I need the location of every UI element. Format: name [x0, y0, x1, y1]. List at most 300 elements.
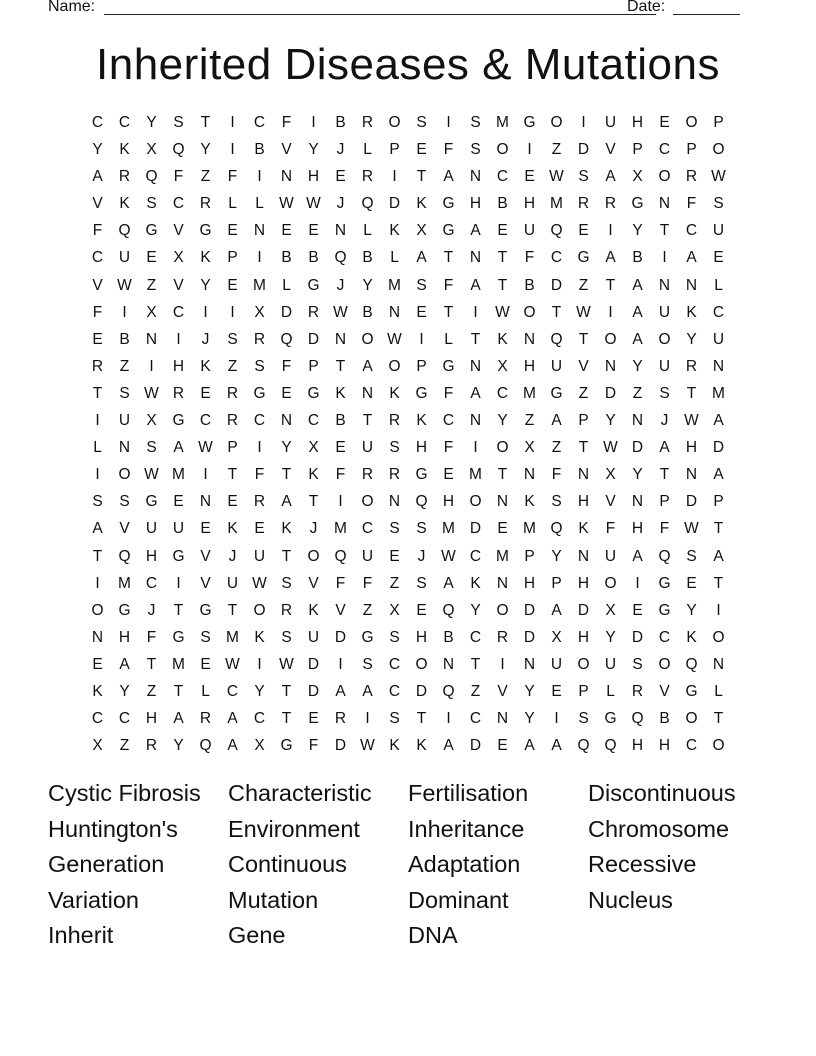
grid-letter[interactable]: W	[711, 168, 726, 186]
grid-letter[interactable]: O	[550, 114, 563, 131]
grid-letter[interactable]: F	[362, 574, 373, 592]
grid-letter[interactable]: F	[254, 466, 265, 484]
grid-letter[interactable]: P	[389, 141, 400, 159]
grid-letter[interactable]: K	[416, 412, 427, 430]
grid-letter[interactable]: Y	[281, 439, 292, 457]
grid-letter[interactable]: N	[631, 412, 644, 430]
grid-letter[interactable]: I	[257, 168, 262, 186]
grid-letter[interactable]: Y	[605, 412, 616, 430]
grid-letter[interactable]: X	[146, 412, 157, 430]
grid-letter[interactable]: R	[253, 330, 266, 348]
grid-letter[interactable]: Z	[119, 357, 130, 375]
grid-letter[interactable]: A	[713, 412, 724, 430]
grid-letter[interactable]: F	[173, 168, 184, 186]
grid-letter[interactable]: S	[416, 276, 427, 294]
grid-letter[interactable]: F	[308, 737, 319, 755]
grid-letter[interactable]: N	[469, 412, 482, 430]
grid-letter[interactable]: F	[605, 520, 616, 538]
grid-letter[interactable]: C	[91, 249, 104, 267]
grid-letter[interactable]: A	[173, 439, 184, 457]
grid-letter[interactable]: I	[257, 439, 262, 457]
grid-letter[interactable]: N	[496, 574, 509, 592]
grid-letter[interactable]: C	[172, 195, 185, 213]
grid-letter[interactable]: G	[658, 601, 671, 619]
grid-letter[interactable]: M	[550, 195, 563, 213]
grid-letter[interactable]: Q	[658, 547, 671, 565]
grid-letter[interactable]: R	[226, 412, 239, 430]
grid-letter[interactable]: G	[523, 114, 536, 131]
grid-letter[interactable]: Q	[577, 737, 590, 755]
grid-letter[interactable]: O	[577, 655, 590, 673]
grid-letter[interactable]: W	[252, 574, 267, 592]
grid-letter[interactable]: G	[199, 601, 212, 619]
grid-letter[interactable]: E	[416, 303, 427, 321]
grid-letter[interactable]: M	[469, 466, 482, 484]
grid-letter[interactable]: Y	[146, 114, 157, 131]
grid-letter[interactable]: U	[604, 655, 617, 673]
grid-letter[interactable]: M	[172, 655, 185, 673]
grid-letter[interactable]: I	[527, 141, 532, 159]
grid-letter[interactable]: C	[658, 628, 671, 646]
grid-letter[interactable]: N	[604, 357, 617, 375]
grid-letter[interactable]: A	[605, 249, 616, 267]
grid-letter[interactable]: T	[713, 574, 724, 592]
grid-letter[interactable]: L	[606, 682, 615, 700]
grid-letter[interactable]: T	[713, 520, 724, 538]
grid-letter[interactable]: Q	[550, 222, 563, 240]
grid-letter[interactable]: F	[281, 357, 292, 375]
grid-letter[interactable]: A	[551, 412, 562, 430]
grid-letter[interactable]: V	[173, 276, 184, 294]
grid-letter[interactable]: Y	[362, 276, 373, 294]
grid-letter[interactable]: W	[603, 439, 618, 457]
grid-letter[interactable]: A	[470, 276, 481, 294]
grid-letter[interactable]: F	[281, 114, 292, 131]
grid-letter[interactable]: A	[659, 439, 670, 457]
grid-letter[interactable]: S	[713, 195, 724, 213]
grid-letter[interactable]: E	[92, 330, 103, 348]
grid-letter[interactable]: O	[712, 628, 725, 646]
grid-letter[interactable]: T	[416, 168, 427, 186]
grid-letter[interactable]: G	[280, 737, 293, 755]
grid-letter[interactable]: Y	[119, 682, 130, 700]
grid-letter[interactable]: O	[415, 655, 428, 673]
grid-letter[interactable]: E	[335, 168, 346, 186]
grid-letter[interactable]: V	[335, 601, 346, 619]
grid-letter[interactable]: R	[496, 628, 509, 646]
grid-letter[interactable]: N	[388, 493, 401, 511]
grid-letter[interactable]: E	[308, 222, 319, 240]
grid-letter[interactable]: C	[712, 303, 725, 321]
grid-letter[interactable]: R	[199, 710, 212, 728]
grid-letter[interactable]: H	[172, 357, 185, 375]
grid-letter[interactable]: U	[523, 222, 536, 240]
grid-letter[interactable]: O	[712, 141, 725, 159]
grid-letter[interactable]: I	[230, 141, 235, 159]
grid-letter[interactable]: S	[659, 384, 670, 402]
grid-letter[interactable]: S	[389, 439, 400, 457]
grid-letter[interactable]: Y	[632, 222, 643, 240]
grid-letter[interactable]: L	[714, 276, 723, 294]
grid-letter[interactable]: T	[659, 466, 670, 484]
grid-letter[interactable]: I	[608, 222, 613, 240]
grid-letter[interactable]: E	[227, 276, 238, 294]
grid-letter[interactable]: K	[497, 330, 508, 348]
grid-letter[interactable]: D	[469, 737, 482, 755]
grid-letter[interactable]: I	[662, 249, 667, 267]
grid-letter[interactable]: O	[658, 655, 671, 673]
grid-letter[interactable]: N	[334, 330, 347, 348]
grid-letter[interactable]: W	[576, 303, 591, 321]
grid-letter[interactable]: T	[92, 547, 103, 565]
grid-letter[interactable]: U	[226, 574, 239, 592]
grid-letter[interactable]: M	[496, 547, 509, 565]
grid-letter[interactable]: I	[95, 574, 100, 592]
grid-letter[interactable]: B	[497, 195, 508, 213]
grid-letter[interactable]: Y	[497, 412, 508, 430]
grid-letter[interactable]: C	[658, 141, 671, 159]
grid-letter[interactable]: I	[230, 114, 235, 131]
grid-letter[interactable]: Q	[145, 168, 158, 186]
grid-letter[interactable]: I	[257, 249, 262, 267]
grid-letter[interactable]: N	[145, 330, 158, 348]
grid-letter[interactable]: O	[658, 330, 671, 348]
grid-letter[interactable]: C	[469, 710, 482, 728]
grid-letter[interactable]: C	[496, 168, 509, 186]
grid-letter[interactable]: C	[253, 114, 266, 131]
grid-letter[interactable]: H	[469, 195, 482, 213]
grid-letter[interactable]: A	[443, 737, 454, 755]
grid-letter[interactable]: Z	[470, 682, 481, 700]
grid-letter[interactable]: S	[416, 574, 427, 592]
grid-letter[interactable]: M	[523, 520, 536, 538]
grid-letter[interactable]: O	[307, 547, 320, 565]
grid-letter[interactable]: N	[280, 412, 293, 430]
grid-letter[interactable]: R	[361, 114, 374, 131]
grid-letter[interactable]: N	[712, 357, 725, 375]
grid-letter[interactable]: N	[685, 466, 698, 484]
grid-letter[interactable]: H	[118, 628, 131, 646]
grid-letter[interactable]: S	[389, 710, 400, 728]
grid-letter[interactable]: L	[93, 439, 102, 457]
grid-letter[interactable]: O	[685, 710, 698, 728]
date-field-line[interactable]	[673, 14, 740, 15]
grid-letter[interactable]: A	[713, 547, 724, 565]
grid-letter[interactable]: L	[363, 222, 372, 240]
grid-letter[interactable]: U	[550, 655, 563, 673]
grid-letter[interactable]: K	[416, 195, 427, 213]
grid-letter[interactable]: Q	[550, 520, 563, 538]
grid-letter[interactable]: R	[361, 168, 374, 186]
grid-letter[interactable]: Q	[118, 547, 131, 565]
grid-letter[interactable]: N	[685, 276, 698, 294]
grid-letter[interactable]: K	[578, 520, 589, 538]
grid-letter[interactable]: G	[550, 384, 563, 402]
grid-letter[interactable]: R	[91, 357, 104, 375]
grid-letter[interactable]: C	[361, 520, 374, 538]
grid-letter[interactable]: B	[335, 412, 346, 430]
grid-letter[interactable]: U	[658, 357, 671, 375]
grid-letter[interactable]: F	[335, 574, 346, 592]
grid-letter[interactable]: C	[253, 412, 266, 430]
grid-letter[interactable]: W	[198, 439, 213, 457]
grid-letter[interactable]: A	[632, 547, 643, 565]
grid-letter[interactable]: D	[334, 628, 347, 646]
grid-letter[interactable]: V	[308, 574, 319, 592]
grid-letter[interactable]: I	[473, 439, 478, 457]
grid-letter[interactable]: F	[335, 466, 346, 484]
grid-letter[interactable]: R	[334, 710, 347, 728]
grid-letter[interactable]: T	[335, 357, 346, 375]
grid-letter[interactable]: K	[119, 195, 130, 213]
grid-letter[interactable]: V	[173, 222, 184, 240]
grid-letter[interactable]: A	[281, 493, 292, 511]
grid-letter[interactable]: E	[92, 655, 103, 673]
grid-letter[interactable]: M	[172, 466, 185, 484]
grid-letter[interactable]: H	[631, 114, 644, 131]
grid-letter[interactable]: N	[658, 276, 671, 294]
grid-letter[interactable]: G	[442, 357, 455, 375]
grid-letter[interactable]: F	[443, 141, 454, 159]
grid-letter[interactable]: N	[523, 466, 536, 484]
grid-letter[interactable]: D	[415, 682, 428, 700]
grid-letter[interactable]: R	[280, 601, 293, 619]
grid-letter[interactable]: Z	[200, 168, 211, 186]
grid-letter[interactable]: O	[496, 439, 509, 457]
grid-letter[interactable]: S	[362, 655, 373, 673]
grid-letter[interactable]: G	[172, 628, 185, 646]
grid-letter[interactable]: T	[713, 710, 724, 728]
grid-letter[interactable]: I	[95, 466, 100, 484]
grid-letter[interactable]: K	[686, 628, 697, 646]
grid-letter[interactable]: Y	[200, 141, 211, 159]
grid-letter[interactable]: Q	[361, 195, 374, 213]
grid-letter[interactable]: Y	[524, 710, 535, 728]
grid-letter[interactable]: K	[119, 141, 130, 159]
grid-letter[interactable]: K	[416, 737, 427, 755]
grid-letter[interactable]: J	[201, 330, 210, 348]
grid-letter[interactable]: L	[444, 330, 453, 348]
grid-letter[interactable]: K	[470, 574, 481, 592]
grid-letter[interactable]: V	[578, 357, 589, 375]
grid-letter[interactable]: D	[307, 682, 320, 700]
grid-letter[interactable]: T	[686, 384, 697, 402]
grid-letter[interactable]: E	[200, 655, 211, 673]
grid-letter[interactable]: H	[631, 737, 644, 755]
grid-letter[interactable]: W	[684, 520, 699, 538]
grid-letter[interactable]: C	[91, 710, 104, 728]
grid-letter[interactable]: T	[200, 114, 211, 131]
grid-letter[interactable]: R	[631, 682, 644, 700]
grid-letter[interactable]: P	[308, 357, 319, 375]
grid-letter[interactable]: B	[362, 303, 373, 321]
grid-letter[interactable]: X	[632, 168, 643, 186]
grid-letter[interactable]: S	[416, 114, 427, 131]
grid-letter[interactable]: F	[443, 384, 454, 402]
grid-letter[interactable]: K	[686, 303, 697, 321]
grid-letter[interactable]: E	[416, 601, 427, 619]
grid-letter[interactable]: B	[659, 710, 670, 728]
grid-letter[interactable]: I	[365, 710, 370, 728]
grid-letter[interactable]: C	[91, 114, 104, 131]
grid-letter[interactable]: V	[659, 682, 670, 700]
grid-letter[interactable]: M	[253, 276, 266, 294]
grid-letter[interactable]: U	[253, 547, 266, 565]
grid-letter[interactable]: S	[632, 655, 643, 673]
grid-letter[interactable]: T	[281, 682, 292, 700]
grid-letter[interactable]: A	[92, 168, 103, 186]
grid-letter[interactable]: Q	[685, 655, 698, 673]
grid-letter[interactable]: G	[631, 195, 644, 213]
grid-letter[interactable]: R	[118, 168, 131, 186]
grid-letter[interactable]: E	[497, 520, 508, 538]
grid-letter[interactable]: E	[227, 493, 238, 511]
grid-letter[interactable]: A	[119, 655, 130, 673]
grid-letter[interactable]: I	[122, 303, 127, 321]
grid-letter[interactable]: N	[91, 628, 104, 646]
grid-letter[interactable]: T	[308, 493, 319, 511]
grid-letter[interactable]: K	[389, 222, 400, 240]
grid-letter[interactable]: T	[416, 710, 427, 728]
grid-letter[interactable]: R	[253, 493, 266, 511]
grid-letter[interactable]: C	[253, 710, 266, 728]
grid-letter[interactable]: Y	[605, 628, 616, 646]
grid-letter[interactable]: I	[203, 466, 208, 484]
grid-letter[interactable]: T	[605, 276, 616, 294]
grid-letter[interactable]: K	[389, 737, 400, 755]
grid-letter[interactable]: D	[307, 655, 320, 673]
grid-letter[interactable]: X	[308, 439, 319, 457]
grid-letter[interactable]: Y	[686, 601, 697, 619]
grid-letter[interactable]: N	[361, 384, 374, 402]
grid-letter[interactable]: X	[551, 628, 562, 646]
grid-letter[interactable]: V	[92, 195, 103, 213]
grid-letter[interactable]: E	[632, 601, 643, 619]
grid-letter[interactable]: X	[605, 466, 616, 484]
grid-letter[interactable]: N	[496, 710, 509, 728]
grid-letter[interactable]: S	[227, 330, 238, 348]
grid-letter[interactable]: P	[578, 412, 589, 430]
grid-letter[interactable]: I	[500, 655, 505, 673]
grid-letter[interactable]: C	[118, 114, 131, 131]
grid-letter[interactable]: L	[714, 682, 723, 700]
grid-letter[interactable]: V	[92, 276, 103, 294]
grid-letter[interactable]: N	[469, 357, 482, 375]
grid-letter[interactable]: H	[685, 439, 698, 457]
grid-letter[interactable]: U	[118, 412, 131, 430]
grid-letter[interactable]: D	[604, 384, 617, 402]
grid-letter[interactable]: F	[443, 439, 454, 457]
grid-letter[interactable]: V	[200, 547, 211, 565]
grid-letter[interactable]: J	[336, 276, 345, 294]
grid-letter[interactable]: T	[497, 276, 508, 294]
grid-letter[interactable]: W	[684, 412, 699, 430]
grid-letter[interactable]: O	[388, 357, 401, 375]
grid-letter[interactable]: C	[469, 547, 482, 565]
grid-letter[interactable]: I	[392, 168, 397, 186]
grid-letter[interactable]: X	[173, 249, 184, 267]
grid-letter[interactable]: M	[442, 520, 455, 538]
grid-letter[interactable]: M	[118, 574, 131, 592]
grid-letter[interactable]: Q	[280, 330, 293, 348]
grid-letter[interactable]: F	[92, 222, 103, 240]
grid-letter[interactable]: S	[281, 628, 292, 646]
grid-letter[interactable]: F	[524, 249, 535, 267]
grid-letter[interactable]: D	[685, 493, 698, 511]
grid-letter[interactable]: W	[495, 303, 510, 321]
grid-letter[interactable]: P	[686, 141, 697, 159]
grid-letter[interactable]: P	[551, 574, 562, 592]
grid-letter[interactable]: J	[660, 412, 669, 430]
grid-letter[interactable]: V	[200, 574, 211, 592]
grid-letter[interactable]: E	[416, 141, 427, 159]
grid-letter[interactable]: K	[308, 601, 319, 619]
grid-letter[interactable]: D	[307, 330, 320, 348]
grid-letter[interactable]: E	[173, 493, 184, 511]
grid-letter[interactable]: A	[551, 601, 562, 619]
grid-letter[interactable]: V	[605, 493, 616, 511]
grid-letter[interactable]: C	[685, 737, 698, 755]
grid-letter[interactable]: Z	[146, 682, 157, 700]
grid-letter[interactable]: J	[417, 547, 426, 565]
grid-letter[interactable]: A	[551, 737, 562, 755]
grid-letter[interactable]: D	[388, 195, 401, 213]
grid-letter[interactable]: T	[173, 682, 184, 700]
grid-letter[interactable]: T	[470, 330, 481, 348]
grid-letter[interactable]: Q	[631, 710, 644, 728]
grid-letter[interactable]: U	[550, 357, 563, 375]
grid-letter[interactable]: E	[686, 574, 697, 592]
grid-letter[interactable]: T	[227, 466, 238, 484]
grid-letter[interactable]: X	[254, 303, 265, 321]
grid-letter[interactable]: I	[473, 303, 478, 321]
grid-letter[interactable]: K	[92, 682, 103, 700]
grid-letter[interactable]: B	[308, 249, 319, 267]
grid-letter[interactable]: M	[712, 384, 725, 402]
grid-letter[interactable]: O	[118, 466, 131, 484]
grid-letter[interactable]: G	[145, 493, 158, 511]
grid-letter[interactable]: Y	[308, 141, 319, 159]
grid-letter[interactable]: T	[281, 547, 292, 565]
grid-letter[interactable]: U	[604, 114, 617, 131]
grid-letter[interactable]: L	[363, 141, 372, 159]
grid-letter[interactable]: I	[608, 303, 613, 321]
grid-letter[interactable]: Q	[334, 249, 347, 267]
grid-letter[interactable]: C	[388, 682, 401, 700]
grid-letter[interactable]: S	[686, 547, 697, 565]
grid-letter[interactable]: U	[145, 520, 158, 538]
grid-letter[interactable]: Y	[524, 682, 535, 700]
grid-letter[interactable]: E	[146, 249, 157, 267]
grid-letter[interactable]: N	[253, 222, 266, 240]
grid-letter[interactable]: D	[550, 276, 563, 294]
grid-letter[interactable]: B	[335, 114, 346, 131]
grid-letter[interactable]: E	[659, 114, 670, 131]
grid-letter[interactable]: I	[446, 114, 451, 131]
grid-letter[interactable]: T	[497, 249, 508, 267]
grid-letter[interactable]: S	[551, 493, 562, 511]
grid-letter[interactable]: X	[254, 737, 265, 755]
grid-letter[interactable]: M	[226, 628, 239, 646]
grid-letter[interactable]: J	[147, 601, 156, 619]
grid-letter[interactable]: I	[257, 655, 262, 673]
grid-letter[interactable]: I	[149, 357, 154, 375]
grid-letter[interactable]: C	[469, 628, 482, 646]
grid-letter[interactable]: B	[524, 276, 535, 294]
grid-letter[interactable]: Q	[442, 682, 455, 700]
grid-letter[interactable]: I	[311, 114, 316, 131]
grid-letter[interactable]: J	[336, 195, 345, 213]
